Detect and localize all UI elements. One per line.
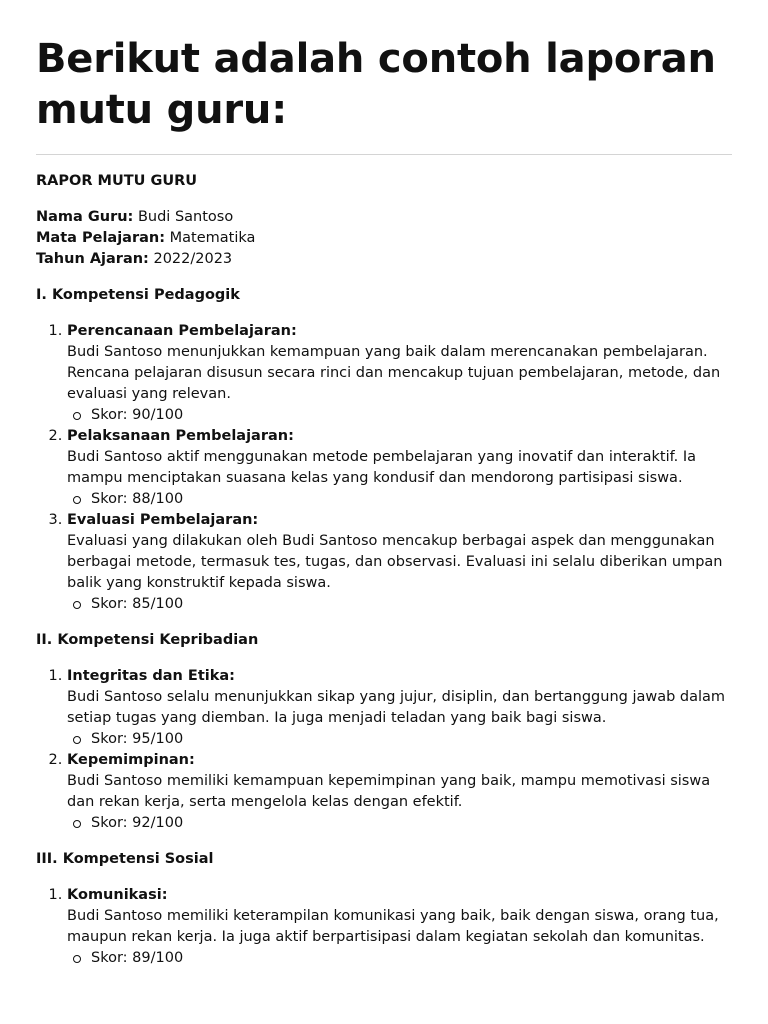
section-list-sosial [36,885,732,969]
section-title-kepribadian: II. Kompetensi Kepribadian [36,632,259,648]
section-list-kepribadian [36,666,732,834]
item-description: Budi Santoso memiliki kemampuan kepemimpinan yang baik, mampu memotivasi siswa dan rekan kerja, serta mengelola kelas dengan efektif. [67,773,711,810]
academic-year-label: Tahun Ajaran: [36,251,149,267]
score-text: Skor: 88/100 [91,489,732,510]
section-list-pedagogik [36,321,732,615]
item-description: Budi Santoso selalu menunjukkan sikap yang jujur, disiplin, dan bertanggung jawab dalam setiap tugas yang diemban. Ia juga menjadi teladan yang baik bagi siswa. [67,689,726,726]
subject-value: Matematika [169,230,256,246]
item-title: 1. Komunikasi: [67,887,168,903]
item-description: Evaluasi yang dilakukan oleh Budi Santoso mencakup berbagai aspek dan menggunakan berbagai metode, termasuk tes, tugas, dan observasi. Evaluasi ini selalu diberikan umpan balik yang konstruktif kepada siswa. [67,533,723,591]
item-title: 2. Kepemimpinan: [67,752,195,768]
score-text: Skor: 92/100 [91,813,732,834]
item-description: Budi Santoso memiliki keterampilan komunikasi yang baik, baik dengan siswa, orang tua, maupun rekan kerja. Ia juga aktif berpartisipasi dalam kegiatan sekolah dan komunitas. [67,908,719,945]
list-item [67,666,732,750]
score-text: Skor: 89/100 [91,948,732,969]
academic-year-value: 2022/2023 [153,251,233,267]
item-title: 2. Pelaksanaan Pembelajaran: [67,428,294,444]
list-item [67,321,732,426]
teacher-info [36,207,732,270]
score-text: Skor: 95/100 [91,729,732,750]
score-text: Skor: 90/100 [91,405,732,426]
list-item [67,750,732,834]
subject-row [36,228,732,249]
item-title: 1. Perencanaan Pembelajaran: [67,323,297,339]
list-item [67,426,732,510]
subject-label: Mata Pelajaran: [36,230,166,246]
item-description: Budi Santoso aktif menggunakan metode pembelajaran yang inovatif dan interaktif. Ia mampu menciptakan suasana kelas yang kondusif dan mendorong partisipasi siswa. [67,449,697,486]
item-title: 1. Integritas dan Etika: [67,668,235,684]
teacher-name-value: Budi Santoso [137,209,234,225]
item-description: Budi Santoso menunjukkan kemampuan yang baik dalam merencanakan pembelajaran. Rencana pelajaran disusun secara rinci dan mencakup tujuan pembelajaran, metode, dan evaluasi yang relevan. [67,344,721,402]
academic-year-row [36,249,732,270]
list-item [67,885,732,969]
teacher-name-row [36,207,732,228]
list-item [67,510,732,615]
teacher-name-label: Nama Guru: [36,209,134,225]
divider [36,154,732,155]
page-title: Berikut adalah contoh laporan mutu guru: [36,36,716,133]
score-text: Skor: 85/100 [91,594,732,615]
report-title: RAPOR MUTU GURU [36,173,198,189]
item-title: 3. Evaluasi Pembelajaran: [67,512,259,528]
section-title-sosial: III. Kompetensi Sosial [36,851,214,867]
section-title-pedagogik: I. Kompetensi Pedagogik [36,287,240,303]
